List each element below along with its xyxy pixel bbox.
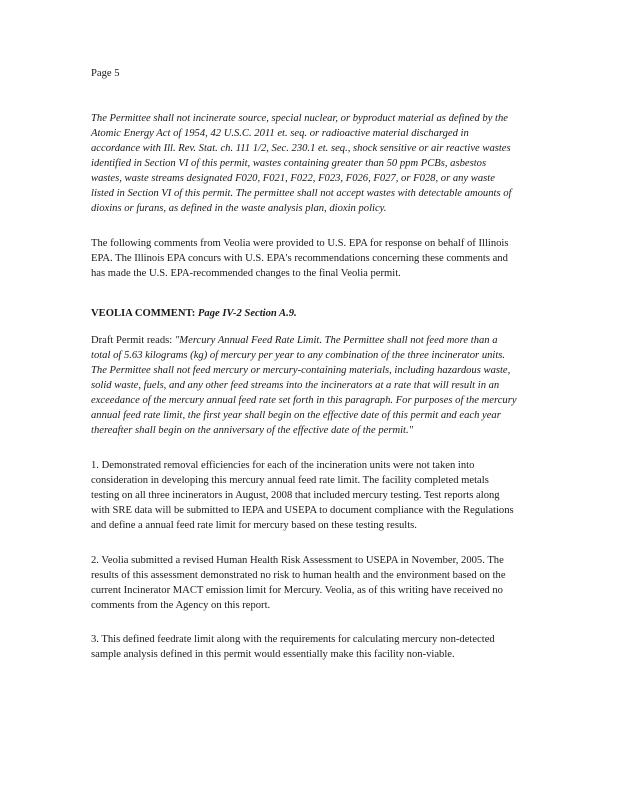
comment-point-3: 3. This defined feedrate limit along with the requirements for calculating mercury non-detected sample analysis defined in this permit would essentially make this facility non-viable. (91, 634, 495, 660)
comment-heading-label: VEOLIA COMMENT: (91, 308, 196, 319)
comment-point-1: 1. Demonstrated removal efficiencies for each of the incineration units were not taken into consideration in developing this mercury annual feed rate limit. The facility completed metals testing on all three incinerators in August, 2008 that included mercury testing. Test reports along with SRE data will be submitted to IEPA and USEPA to document compliance with the Regulations and define a annual feed rate limit for mercury based on these testing results. (91, 460, 514, 531)
page-number: Page 5 (91, 68, 120, 79)
permit-condition-paragraph: The Permittee shall not incinerate source, special nuclear, or byproduct material as defined by the Atomic Energy Act of 1954, 42 U.S.C. 2011 et. seq. or radioactive material discharged in accordance with Ill. Rev. Stat. ch. 111 1/2, Sec. 230.1 et. seq., shock sensitive or air reactive wastes identified in Section VI of this permit, wastes containing greater than 50 ppm PCBs, asbestos wastes, waste streams designated F020, F021, F022, F023, F026, F027, or F028, or any waste listed in Section VI of this permit. The permittee shall not accept wastes with detectable amounts of dioxins or furans, as defined in the waste analysis plan, dioxin policy. (91, 113, 512, 214)
intro-paragraph: The following comments from Veolia were provided to U.S. EPA for response on behalf of Illinois EPA. The Illinois EPA concurs with U.S. EPA's recommendations concerning these comments and has made the U.S. EPA-recommended changes to the final Veolia permit. (91, 238, 509, 279)
comment-heading-reference: Page IV-2 Section A.9. (195, 308, 297, 319)
draft-permit-lead: Draft Permit reads: (91, 335, 175, 346)
comment-point-2: 2. Veolia submitted a revised Human Health Risk Assessment to USEPA in November, 2005. The results of this assessment demonstrated no risk to human health and the environment based on the current Incinerator MACT emission limit for Mercury. Veolia, as of this writing have received no comments from the Agency on this report. (91, 555, 506, 611)
draft-permit-paragraph (91, 333, 517, 438)
comment-heading (91, 306, 517, 321)
draft-permit-quote: "Mercury Annual Feed Rate Limit. The Permittee shall not feed more than a total of 5.63 kilograms (kg) of mercury per year to any combination of the three incinerator units. The Permittee shall not feed mercury or mercury-containing materials, including hazardous waste, solid waste, fuels, and any other feed streams into the incinerators at a rate that will result in an exceedance of the mercury annual feed rate set forth in this paragraph. For purposes of the mercury annual feed rate limit, the first year shall begin on the effective date of this permit and each year thereafter shall begin on the anniversary of the effective date of the permit." (91, 335, 517, 436)
